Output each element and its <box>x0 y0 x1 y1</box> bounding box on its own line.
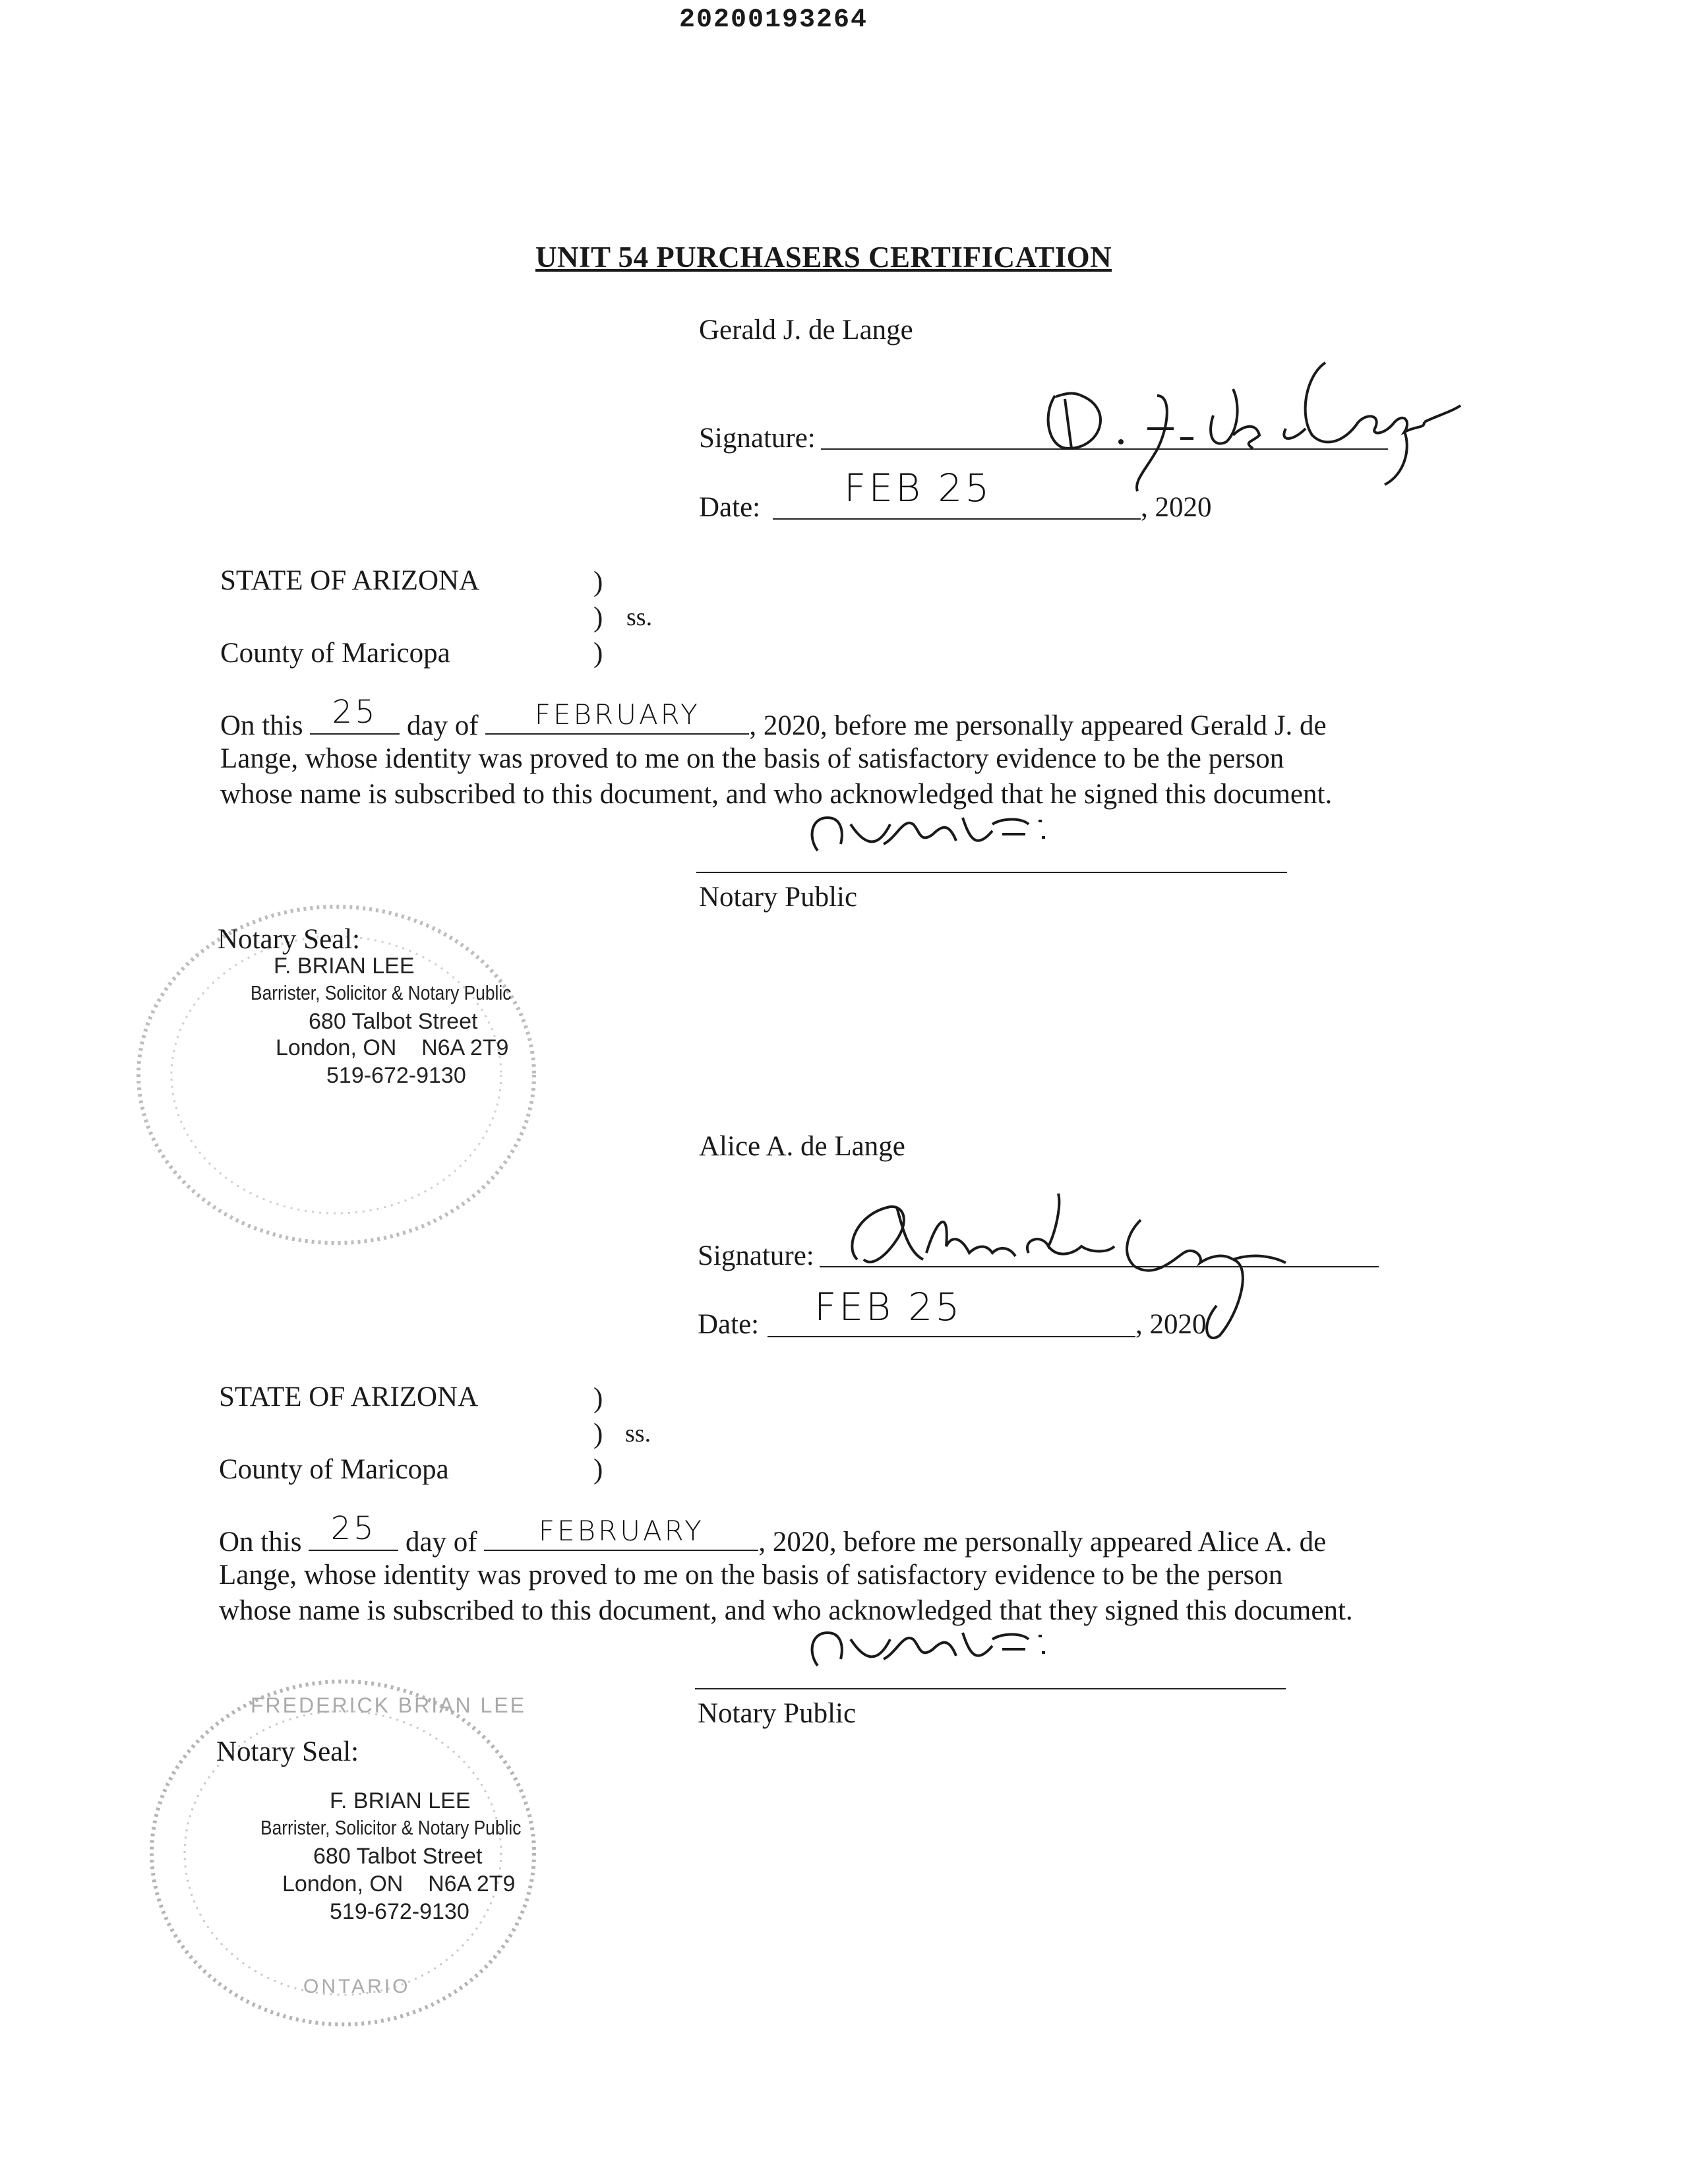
seal-street: 680 Talbot Street <box>313 1844 483 1869</box>
date-line <box>773 518 1141 520</box>
seal-city: London, ON N6A 2T9 <box>276 1035 509 1060</box>
date-year: , 2020 <box>1135 1309 1207 1340</box>
notary-signature <box>804 1620 1068 1679</box>
date-handwritten: FEB 25 <box>844 466 992 510</box>
notary-seal <box>132 1662 554 2031</box>
signature-label: Signature: <box>699 423 816 454</box>
notary-signature-line <box>696 872 1287 873</box>
venue-paren: ) <box>593 602 603 633</box>
venue-county: County of Maricopa <box>220 638 450 669</box>
seal-notary-name: F. BRIAN LEE <box>274 954 415 979</box>
venue-county: County of Maricopa <box>219 1454 449 1485</box>
seal-ring-province: ONTARIO <box>303 1976 411 1997</box>
venue-ss: ss. <box>626 603 653 631</box>
venue-paren: ) <box>593 1383 603 1414</box>
date-year: , 2020 <box>1141 492 1212 523</box>
venue-paren: ) <box>593 566 603 597</box>
seal-city: London, ON N6A 2T9 <box>282 1871 516 1896</box>
acknowledgment-line-3: whose name is subscribed to this document, and who acknowledged that he signed this document. <box>220 779 1333 810</box>
notary-public-label: Notary Public <box>699 882 858 913</box>
document-title: UNIT 54 PURCHASERS CERTIFICATION <box>535 241 1112 274</box>
date-handwritten: FEB 25 <box>814 1285 963 1329</box>
purchaser-name: Alice A. de Lange <box>699 1131 905 1162</box>
acknowledgment-line-2: Lange, whose identity was proved to me on the basis of satisfactory evidence to be the person <box>219 1560 1283 1591</box>
handwritten-signature-gerald <box>1015 349 1464 501</box>
seal-phone: 519-672-9130 <box>330 1899 469 1924</box>
seal-ring-name: FREDERICK BRIAN LEE <box>251 1693 526 1717</box>
seal-notary-title: Barrister, Solicitor & Notary Public <box>260 1816 522 1839</box>
acknowledgment-line-3: whose name is subscribed to this document, and who acknowledged that they signed this document. <box>219 1595 1353 1626</box>
venue-paren: ) <box>593 1418 603 1449</box>
venue-ss: ss. <box>625 1420 651 1447</box>
notary-seal-label: Notary Seal: <box>218 924 361 955</box>
notary-seal-label: Notary Seal: <box>216 1736 359 1767</box>
venue-state: STATE OF ARIZONA <box>219 1381 479 1412</box>
purchaser-name: Gerald J. de Lange <box>699 315 913 346</box>
month-blank: FEBRUARY <box>485 707 749 735</box>
acknowledgment-line-1: On this 25 day of FEBRUARY , 2020, before me personally appeared Alice A. de <box>219 1510 1327 1558</box>
seal-phone: 519-672-9130 <box>326 1063 466 1088</box>
seal-notary-title: Barrister, Solicitor & Notary Public <box>251 981 512 1004</box>
notary-signature <box>804 804 1068 864</box>
document-number: 20200193264 <box>679 5 868 35</box>
month-blank: FEBRUARY <box>484 1523 758 1551</box>
date-label: Date: <box>698 1309 760 1340</box>
acknowledgment-line-2: Lange, whose identity was proved to me on the basis of satisfactory evidence to be the person <box>220 743 1284 774</box>
acknowledgment-line-1: On this 25 day of FEBRUARY , 2020, before me personally appeared Gerald J. de <box>220 694 1327 741</box>
day-blank: 25 <box>310 707 400 735</box>
seal-notary-name: F. BRIAN LEE <box>330 1788 471 1813</box>
seal-street: 680 Talbot Street <box>309 1009 478 1034</box>
notary-seal <box>119 897 541 1253</box>
signature-label: Signature: <box>698 1240 814 1271</box>
notary-signature-line <box>695 1688 1286 1689</box>
notary-public-label: Notary Public <box>698 1698 857 1729</box>
venue-paren: ) <box>593 638 603 669</box>
venue-paren: ) <box>593 1454 603 1485</box>
venue-state: STATE OF ARIZONA <box>220 565 480 596</box>
date-label: Date: <box>699 492 761 523</box>
day-blank: 25 <box>309 1523 398 1551</box>
date-line <box>768 1336 1135 1337</box>
